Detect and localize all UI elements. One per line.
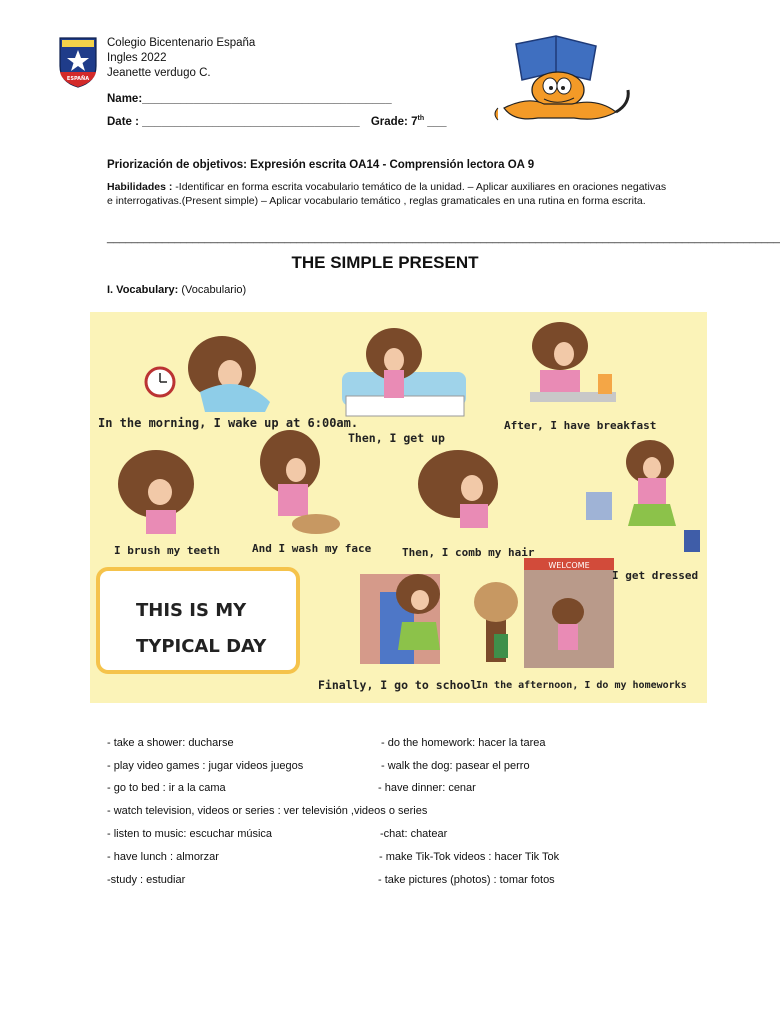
subject: Ingles 2022 [107,52,167,64]
caption-teeth: I brush my teeth [114,544,220,557]
header-block [107,36,255,81]
wash-face-figure [260,430,340,534]
list-item: - take a shower: ducharse [107,737,234,749]
divider-line: ______________________________________________________________________________________________________________ [107,232,780,244]
page-title: THE SIMPLE PRESENT [291,253,479,272]
skills-label: Habilidades : [107,181,173,193]
list-item: -chat: chatear [380,828,448,840]
list-item: - do the homework: hacer la tarea [381,737,546,749]
brush-teeth-figure [118,450,194,534]
skills-text: -Identificar en forma escrita vocabulario temático de la unidad. – Aplicar auxiliares en oraciones negativas e interrogativas.(Present simple) – Aplicar vocabulario temático , reglas gramaticales en una rutina en forma escrita. [107,181,667,207]
skills-paragraph [107,181,667,208]
list-item: - go to bed : ir a la cama [107,782,226,794]
school-logo-shield [58,36,98,88]
daily-routine-illustration [90,312,707,703]
typical-line-1: THIS IS MY [136,600,247,621]
list-item: - take pictures (photos) : tomar fotos [378,874,555,886]
caption-breakfast: After, I have breakfast [504,419,657,432]
get-dressed-figure [586,440,700,552]
vocab-label: I. Vocabulary: [107,284,179,296]
list-item: - make Tik-Tok videos : hacer Tik Tok [379,851,560,863]
grade-sup: th [417,115,425,122]
date-field: Date : __________________________________ [107,115,360,128]
caption-school: Finally, I go to school [318,678,478,692]
go-to-school-figure [360,574,440,664]
school-sign: WELCOME [548,561,590,570]
list-item: - have lunch : almorzar [107,851,219,863]
comb-hair-figure [418,450,498,528]
teacher-name: Jeanette verdugo C. [107,67,211,79]
homework-school-figure [474,558,614,668]
typical-line-2: TYPICAL DAY [136,636,267,657]
caption-face: And I wash my face [252,542,372,555]
caption-wake: In the morning, I wake up at 6:00am. [98,416,359,430]
list-item: - listen to music: escuchar música [107,828,273,840]
list-item: - watch television, videos or series : ver televisión ,videos o series [107,805,428,817]
grade-label: Grade: 7 [370,115,418,128]
objectives: Priorización de objetivos: Expresión escrita OA14 - Comprensión lectora OA 9 [107,159,535,171]
list-item: - walk the dog: pasear el perro [381,760,530,772]
cat-reading-illustration [478,34,638,126]
vocabulary-heading [107,284,246,296]
caption-homework: In the afternoon, I do my homeworks [476,680,687,691]
typical-day-box [96,567,300,674]
wake-up-figure [146,336,270,412]
typical-day-text [136,593,266,665]
grade-field [371,116,447,128]
caption-dressed: I get dressed [612,569,699,582]
logo-text: ESPAÑA [66,76,90,82]
list-item: -study : estudiar [107,874,186,886]
vocab-note: (Vocabulario) [178,284,247,296]
caption-getup: Then, I get up [348,431,445,445]
list-item: - have dinner: cenar [378,782,476,794]
breakfast-figure [530,322,616,402]
get-up-figure [342,328,466,416]
grade-blank: ___ [424,115,447,128]
caption-hair: Then, I comb my hair [402,546,535,559]
school-name: Colegio Bicentenario España [107,37,256,49]
date-grade-line [107,115,446,128]
name-field: Name:_______________________________________ [107,93,392,105]
list-item: - play video games : jugar videos juegos [107,760,304,772]
